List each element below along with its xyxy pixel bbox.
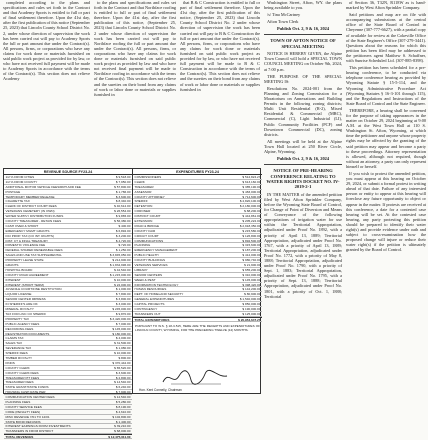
line-item-name: DOMESTIC VIOLENCE FEE xyxy=(5,243,46,248)
line-item-name: PROPERTY TAX xyxy=(5,316,29,321)
line-item-name: DISTRICT COURT xyxy=(134,214,161,219)
line-item-amount: $ 483,000.00 xyxy=(242,189,261,194)
notice-signature: /s/ Tina McCartney xyxy=(267,12,301,18)
line-item-amount: $ 512,824.27 xyxy=(242,175,261,179)
line-item-amount: $ 142,200.00 xyxy=(242,287,261,292)
line-item-name: STATE BOND REFUNDS xyxy=(5,419,41,424)
line-item-amount: $ 125,000.00 xyxy=(242,311,261,316)
line-item-amount: $ 720.00 xyxy=(118,243,131,248)
legal-notice-column-4 xyxy=(264,0,342,400)
line-item-amount: $ 39,210.00 xyxy=(114,424,131,429)
legal-notice-column-1 xyxy=(3,0,90,165)
line-item-amount: $ 8,190.00 xyxy=(115,404,131,409)
line-item-name: SEVERANCE TAX xyxy=(5,346,32,351)
line-item-amount: $ 1,215,000.00 xyxy=(109,272,131,277)
line-item-amount: $ 2,800.00 xyxy=(115,375,131,380)
line-item-amount: $ 8,340.00 xyxy=(115,199,131,204)
line-item-name: HOUSING CASH RATE PER xyxy=(5,390,46,395)
line-item-amount: $ 1,080.00 xyxy=(115,346,131,351)
line-item-amount: $ 400.00 xyxy=(118,223,131,228)
line-item-amount: $ 444,861.00 xyxy=(242,214,261,219)
line-item-name: STATE GRANT/STATE FUNDS xyxy=(5,385,49,390)
line-item-name: SALES TAX xyxy=(5,341,23,346)
line-item-amount: $ 2,918,350.00 xyxy=(239,223,261,228)
line-item-name: CONTINGENCY xyxy=(134,307,158,312)
line-item-name: 1/2 % FROM COUNTY xyxy=(5,179,38,184)
line-item-amount: $ 26,554.00 xyxy=(114,209,131,214)
line-item-amount: $ 7,000.00 xyxy=(115,321,131,326)
line-item-name: INTEREST EARNINGS FROM INVESTMENTS xyxy=(5,424,71,429)
publish-dates: Publish Oct. 2, 9 & 16, 2024 xyxy=(276,156,330,162)
line-item-name: CLERK xyxy=(134,179,145,184)
line-item-name: INTEREST xyxy=(5,277,21,282)
line-item-name: SHERIFF xyxy=(134,199,148,204)
publish-dates: Publish Oct. 2, 9 & 16, 2024 xyxy=(276,26,330,32)
line-item-amount: $ 187,200.00 xyxy=(242,248,261,253)
line-item-amount: $ 9,518.00 xyxy=(115,175,131,179)
legal-notice-column-2 xyxy=(94,0,176,165)
notice-paragraph: Washington Street, Afton, WY. the plans being available to you. xyxy=(264,0,342,11)
line-item-name: COUNTY CLERK FEES xyxy=(5,370,39,375)
line-item-name: IN SHERIFF'S ARE OK xyxy=(5,302,38,307)
line-item-name: GRANTS xyxy=(5,263,19,268)
line-item-name: LIQUOR LICENSE xyxy=(5,292,32,297)
line-item-amount: $ 1,250.00 xyxy=(115,248,131,253)
line-item-name: GENERAL EXPENDITURES xyxy=(134,297,175,302)
line-item-amount: $ 3,800.00 xyxy=(115,297,131,302)
line-item-amount: $ 1,786.00 xyxy=(115,189,131,194)
line-item-amount: $ 398,420.00 xyxy=(242,282,261,287)
line-item-amount: $ 1,834,996.00 xyxy=(109,263,131,268)
revenue-table xyxy=(4,169,133,440)
line-item-amount: $ 7,950.00 xyxy=(115,179,131,184)
line-item-amount: $ 102,800.00 xyxy=(112,414,131,419)
line-item-amount: $ 40,612.00 xyxy=(114,204,131,209)
line-item-amount: $ 42,540.00 xyxy=(114,267,131,272)
line-item-name: TREASURER FEES xyxy=(5,380,34,385)
notice-paragraph: All meetings will be held at the Alpine Town Hall located at 250 River Circle, Alpine, Wyoming. xyxy=(264,138,342,154)
line-item-name: PUBLIC AGENCY FEES xyxy=(5,321,40,326)
line-item-name: COUNTY ROAD AGREEMENT xyxy=(5,272,49,277)
line-item-name: EXTENSION xyxy=(134,219,153,224)
line-item-name: TAX FOR LINC CO SHERIFF xyxy=(5,311,47,316)
notice-paragraph: THE PURPOSE OF THE SPECIAL MEETING IS: xyxy=(264,73,342,84)
divider xyxy=(264,34,342,35)
line-item-name: MISC REVENUE 7/01 TO 12/01 xyxy=(5,414,50,419)
line-item-name: ADDITIONAL MOTOR VEHICLE FEES/RRH ADD FEE xyxy=(5,184,81,189)
line-item-name: COMMUNICATIONS xyxy=(134,238,164,243)
line-item-name: HOSPITAL BOARD xyxy=(5,267,33,272)
notice-paragraph: THEREFORE, a hearing shall be convened for the purpose of taking appearances in the matter on October 29, 2024 beginning at 9:00 A.M. at the West Town Hall at 110 S. Washington St. Afton, Wyoming, at which time the petitioner and anyone whose property rights may be affected by the granting of the said petition may appear and become a party to these proceedings. Attorney representation is allowed, although not required, though without an attorney, a party can only represent himself or herself. xyxy=(346,107,426,169)
line-item-name: DIST. CT & FINAL TREASURY xyxy=(5,238,49,243)
line-item-name: COUNTY BUILDINGS xyxy=(134,258,166,263)
line-item-name: SALES AND USE TAX SUPPLEMENTAL xyxy=(5,253,62,258)
line-item-amount: $ 9,870.00 xyxy=(115,311,131,316)
line-item-amount: $ 412,000.00 xyxy=(242,253,261,258)
expenditure-total-amount: $ 20,954,647.27 xyxy=(238,317,261,322)
line-item-name: DCI PROP. TAX (CO INT. RIGHTS) xyxy=(5,233,54,238)
notice-paragraph: NOTICE IS HEREBY GIVEN, the Alpine Town Council will hold a SPECIAL TOWN COUNCIL MEETING on October 9th, 2024, at 7:00 p.m. xyxy=(264,51,343,72)
line-item-name: EMERGENCY MANAGEMENT xyxy=(134,248,178,253)
line-item-name: SHERIFF FEES xyxy=(5,351,28,356)
signer-name: Hon. Kent Connelly, Chairman xyxy=(139,388,182,392)
expenditure-rows xyxy=(133,175,262,317)
revenue-total-row xyxy=(4,434,132,439)
line-item-name: PUBLIC HEALTH xyxy=(134,253,159,258)
line-item-amount: $ 1,000.00 xyxy=(115,287,131,292)
line-item-name: TREASURER PIT FEES xyxy=(5,375,40,380)
line-item-amount: $ 88,200.00 xyxy=(244,209,261,214)
notice-paragraph: that B & C Construction is entitled to full or part of final settlement therefore. Upon the 41st day, after the first publication of this notice, (September 25, 2023) that Lincoln County School District No. 2 under whose direction of supervision the work has been carried out will pay to B & C Construction the full or part amount due under the Contract(s). All persons, firms, or corporations who have any claims for work done or materials furnished on said public work project as provided for by law, or who have not received full payment will be made to B & C Construction in accordance with the terms of the Contract(s). This section does not relieve and the sureties on their bond from any claims of work or labor done or materials or supplies furnished in xyxy=(180,0,260,92)
line-item-name: CASH OVER & SHORT xyxy=(5,223,39,228)
line-item-name: ROAD & BRIDGE xyxy=(134,223,160,228)
line-item-amount: $ 385,190.00 xyxy=(242,184,261,189)
line-item-name: CODE (PENALTY FEES) xyxy=(5,409,41,414)
line-item-name: DEPT. OF HOMELAND SECURITY xyxy=(134,292,184,297)
line-item-amount: $ 2,180,000.00 xyxy=(239,204,261,209)
line-item-name: COUNTY ATTORNEY xyxy=(134,194,165,199)
notice-paragraph: This petition has been scheduled for a pre-hearing conference, to be conducted via telephone conference hearing as provided by Wyoming Statute § 15-5-114, and the Wyoming Administrative Procedure Act (Wyoming Statutes § 16-3-101 through 115), and the Regulations and Instructions of the State Board of Control and the State Engineer. xyxy=(346,65,426,106)
line-item-name: LIBRARY xyxy=(134,267,148,272)
line-item-name: POSTAGE xyxy=(5,189,21,194)
line-item-amount: $ 145,000.00 xyxy=(112,326,131,331)
line-item-name: TIMBER ROYALTY xyxy=(5,355,33,360)
revenue-total-label: TOTAL REVENUES xyxy=(5,435,34,440)
line-item-amount: $ 31,500.00 xyxy=(114,341,131,346)
line-item-name: ASSESSOR xyxy=(134,189,152,194)
line-item-amount: $ 57,800.00 xyxy=(114,184,131,189)
line-item-name: WEED & PEST xyxy=(134,277,156,282)
line-item-name: INFORMATION TECHNOLOGY xyxy=(134,282,179,287)
line-item-amount: $ 10,000.00 xyxy=(114,351,131,356)
line-item-amount: $ 3,600.00 xyxy=(115,370,131,375)
line-item-amount: $ 215,580.00 xyxy=(242,228,261,233)
line-item-amount: $ 4,610.00 xyxy=(115,409,131,414)
line-item-name: 1/2 % FROM CITIES xyxy=(5,175,35,179)
line-item-name: CLAIMS TAX xyxy=(5,336,24,341)
revenue-total-amount: $ 12,475,611.00 xyxy=(108,435,131,440)
line-item-amount: $ 4,820,100.00 xyxy=(239,199,261,204)
line-item-name: MINERAL ROYALTY xyxy=(5,307,34,312)
line-item-amount: $ 80,900.00 xyxy=(244,292,261,297)
line-item-name: COUNTY TREASURER - RETAIN FEES xyxy=(5,219,62,224)
line-item-amount: $ 714,600.00 xyxy=(242,194,261,199)
line-item-amount: $ 6,892.00 xyxy=(115,228,131,233)
line-item-name: WATER SUPPLY DISTRIBUTION FUNDS xyxy=(5,214,64,219)
line-item-name: COMMUNICATION CENTER FEES xyxy=(5,395,55,400)
line-item-name: FINDS xyxy=(5,360,15,365)
notice-paragraph: Resolutions No. 2024-001 from the Planning and Zoning Commission for a Moratorium on Annexations and Building Permits in the following zoning districts; Multi Unit Residential (R-2), Mixed Residential & Commercial (MRC), Commercial (C), Light Industrial (LI), Public Community Facilities (PCF) and Downtown Commercial (DC), zoning districts. xyxy=(264,85,342,137)
line-item-name: RECORDING FEES xyxy=(5,326,34,331)
line-item-amount: $ 3,845,050.00 xyxy=(109,253,131,258)
line-item-name: TEMPORARY MEMBER RELEASE xyxy=(5,194,55,199)
line-item-name: VETERANS CEMETERY (IN OWN) xyxy=(5,209,55,214)
line-item-amount: $ 214,900.00 xyxy=(112,258,131,263)
line-item-amount: $ 850,000.00 xyxy=(242,302,261,307)
revenue-table-title: REVENUE SOURCE FY23-24 xyxy=(4,169,132,175)
expenditure-table-title: EXPENDITURES FY23-24 xyxy=(133,169,262,175)
legal-notice-column-5 xyxy=(346,0,426,400)
line-item-amount: $ 3,200.00 xyxy=(115,233,131,238)
line-item-name: SENIOR CENTER IMPRESS xyxy=(5,297,46,302)
line-item-amount: $ 4,720.00 xyxy=(115,238,131,243)
notice-heading: TOWN OF AFTON NOTICE OF SPECIAL MEETING xyxy=(270,38,336,49)
line-item-amount: $ 613,160.00 xyxy=(242,179,261,184)
table-footnote: PURSUANT TO W.S. § 18-3-515, HERE ARE THE RECEIPTS AND EXPENDITURES OF LINCOLN COUNTY, WYOMING, FOR THE PRECEDING TWELVE (12) MONTHS. xyxy=(135,323,260,332)
line-item-amount: $ 3,420,000.00 xyxy=(109,316,131,321)
notice-heading: NOTICE OF PRE-HEARING CONFERENCE RELATING TO WATER RIGHTS DOCKET NO. IV-2019-2-1 xyxy=(266,168,340,190)
notice-paragraph: completed according to the plans and specifications and rules set forth in the Contract and that Academy Sports is entitled to full or part of final settlement therefore. Upon the 41st day, after the first publication of this notice (September 25, 2023) that Lincoln County School District No. 2, under whose direction of supervision the work has been carried out will pay to Academy Sports the full or part amount due under the Contract(s). All persons, firms, or corporations who have any claims for work done or materials furnished on said public work project as provided for by law, or who have not received full payment will be made to Academy Sports in accordance with the terms of the Contract(s). This section does not relieve Academy xyxy=(3,0,90,82)
line-item-name: COUNTY FAIR xyxy=(134,228,156,233)
line-item-amount: $ 21,900.00 xyxy=(244,263,261,268)
line-item-name: REGISTRATION DOCUMENTS xyxy=(5,331,50,336)
line-item-name: TREASURER xyxy=(134,184,154,189)
notice-paragraph: Said petitions and map are on file with accompanying submissions at the central office of the State Board of Control in Cheyenne (307-777-6627), with a partial copy of available for review at the Cokeville Office of the State Engineer's Office (307-279-3441). Questions about the reasons for which this petition has been filed may be addressed to the petitioners agent Matthew S. Schaffner, with Sunrise Scheduled Ltd. (307-885-8398). xyxy=(346,12,426,64)
notice-paragraph: of Section 36, T32N, R118W as is hand-marked by West Afton Sprinkler Company. xyxy=(346,0,426,11)
line-item-name: JUVENILE COURT/FINE RESTITUTION xyxy=(5,287,62,292)
line-item-name: HUMAN RESOURCES xyxy=(134,287,167,292)
revenue-rows xyxy=(4,175,132,434)
notice-paragraph: If you wish to protest the amended petition, you must appear at this hearing on October 29, 2024, or submit a formal protest in writing ahead of that date. Failure of any interested person or entity to appear at this hearing will foreclose any future opportunity to object or appear in the matter. If protests are received at this conference, a date for a contested case hearing will be set. At the contested case hearing, any party protesting this petition should be prepared to identify their water right(s) and provide evidence under oath and subject to cross-examination how the proposed change will injure or reduce their water right(s) if the petition is ultimately granted by the Board of Control. xyxy=(346,171,426,253)
line-item-name: CIRCUIT COURT xyxy=(134,233,159,238)
line-item-name: VETERANS SERVICES xyxy=(134,263,168,268)
line-item-amount: $ 7,800.00 xyxy=(115,292,131,297)
line-item-amount: $ 190,000.00 xyxy=(242,307,261,312)
line-item-name: SENIOR CENTERS xyxy=(134,272,163,277)
notice-paragraph: IN THE MATTER of the amended petition filed by West Afton Sprinkler Company, before the Wyoming State Board of Control, for Change of Point of Diversion and Means of Conveyance of the following appropriations of irrigation water for use within the Territorial Appropriation, adjudicated under Proof No. 1892, with a priority of April 13, 1889; Territorial Appropriation, adjudicated under Proof No. 1767, with a priority of April 13, 1889; Territorial Appropriation, adjudicated under Proof No. 1772, with a priority of May 8, 1888; Territorial Appropriation, adjudicated under Proof No. 1790, with a priority of Sept. 1, 1883; Territorial Appropriation, adjudicated under Proof No. 1795, with a priority of Sept. 13, 1888; Territorial Appropriation, adjudicated under Proof No. 1801, with a priority of Oct. 1, 1888; Territorial xyxy=(264,191,342,299)
line-item-name: COUNTY SERVICE FEES xyxy=(5,404,42,409)
line-item-name: INTEREST (SHORT TERM) xyxy=(5,282,44,287)
line-item-amount: $ 180,000.00 xyxy=(112,331,131,336)
line-item-amount: $ 1,540,000.00 xyxy=(239,297,261,302)
expenditure-table xyxy=(133,169,262,393)
line-item-amount: $ 10,000.00 xyxy=(114,277,131,282)
handwritten-signature xyxy=(161,368,231,388)
line-item-amount: $ 980,740.00 xyxy=(242,258,261,263)
line-item-name: CLERK OF DISTRICT COURT FEES xyxy=(5,204,57,209)
line-item-name: EMERGENCY MGMT GRANTS xyxy=(5,228,50,233)
line-item-amount: $ 655,200.00 xyxy=(242,267,261,272)
line-item-amount: $ 7,900.00 xyxy=(115,390,131,395)
line-item-name: CAPITAL PROJECTS xyxy=(134,302,165,307)
divider xyxy=(264,164,342,165)
line-item-name: COMMISSIONERS xyxy=(134,175,162,179)
line-item-amount: $ 4,000.00 xyxy=(115,336,131,341)
line-item-amount: $ 800.00 xyxy=(118,355,131,360)
line-item-amount: $ 5,280.00 xyxy=(115,399,131,404)
line-item-amount: $ 56,380.00 xyxy=(114,219,131,224)
line-item-name: FEDERAL SHARED RENEWABLE FEES xyxy=(5,248,63,253)
line-item-amount: $ 22,000.00 xyxy=(114,282,131,287)
line-item-name: CIGARETTE TAX xyxy=(5,199,30,204)
line-item-amount: $ 3,000.00 xyxy=(115,302,131,307)
line-item-amount: $ 310,000.00 xyxy=(242,272,261,277)
line-item-amount: $ 9,865.00 xyxy=(115,214,131,219)
line-item-amount: $ 68,000.00 xyxy=(114,429,131,434)
line-item-amount: $ 6,240.00 xyxy=(115,385,131,390)
line-item-amount: $ 126,800.00 xyxy=(242,233,261,238)
line-item-name: TRANSFERS IN FROM DISTRICT xyxy=(5,429,54,434)
line-item-amount: $ 245,000.00 xyxy=(112,307,131,312)
line-item-amount: $ 14,540.00 xyxy=(114,380,131,385)
line-item-amount: $ 1,400.00 xyxy=(115,419,131,424)
line-item-amount: $ 892,500.00 xyxy=(242,238,261,243)
revenue-expenditure-table xyxy=(3,168,261,440)
line-item-name: PLANNING xyxy=(134,243,151,248)
line-item-amount: $ 370,442.00 xyxy=(112,360,131,365)
line-item-name: PROPERTY LEASE STATE xyxy=(5,258,44,263)
line-item-amount: $ 12,540.00 xyxy=(114,395,131,400)
line-item-name: DETENTION xyxy=(134,204,153,209)
line-item-name: COUNTY CLERK xyxy=(5,365,30,370)
line-item-amount: $ 315,600.00 xyxy=(242,243,261,248)
line-item-name: CORONER xyxy=(134,209,151,214)
notice-signature-title: Afton Town Clerk xyxy=(267,19,299,25)
line-item-amount: $ 145,000.00 xyxy=(242,277,261,282)
legal-notice-column-3 xyxy=(180,0,260,165)
line-item-name: PLANNING FEES xyxy=(5,399,31,404)
line-item-amount: $ 205,222.00 xyxy=(242,219,261,224)
notice-paragraph: to the plans and specifications and rules set forth in the Contract and that Northface roofing is entitled to full or part of final settlement therefore. Upon the 41st day, after the first publication of this notice, (September 25, 2023) that Lincoln County School District No. 2 under whose direction of supervision the work has been carried out will pay to Northface roofing the full or part amount due under the Contract(s). All persons, firms, or corporations who have any claims for work done or materials furnished on said public work project as provided by law and who have not received final payment will be made to Northface roofing in accordance with the terms of the Contract(s). This section does not relieve and the sureties on their bond from any claims of work or labor done or materials or supplies furnished in xyxy=(94,0,176,97)
line-item-amount: $ 3,600.00 xyxy=(115,194,131,199)
line-item-name: TRANSFERS OUT xyxy=(134,311,161,316)
line-item-amount: $ 65,520.00 xyxy=(114,365,131,370)
expenditure-total-label: TOTAL EXPENDITURES xyxy=(134,317,170,322)
